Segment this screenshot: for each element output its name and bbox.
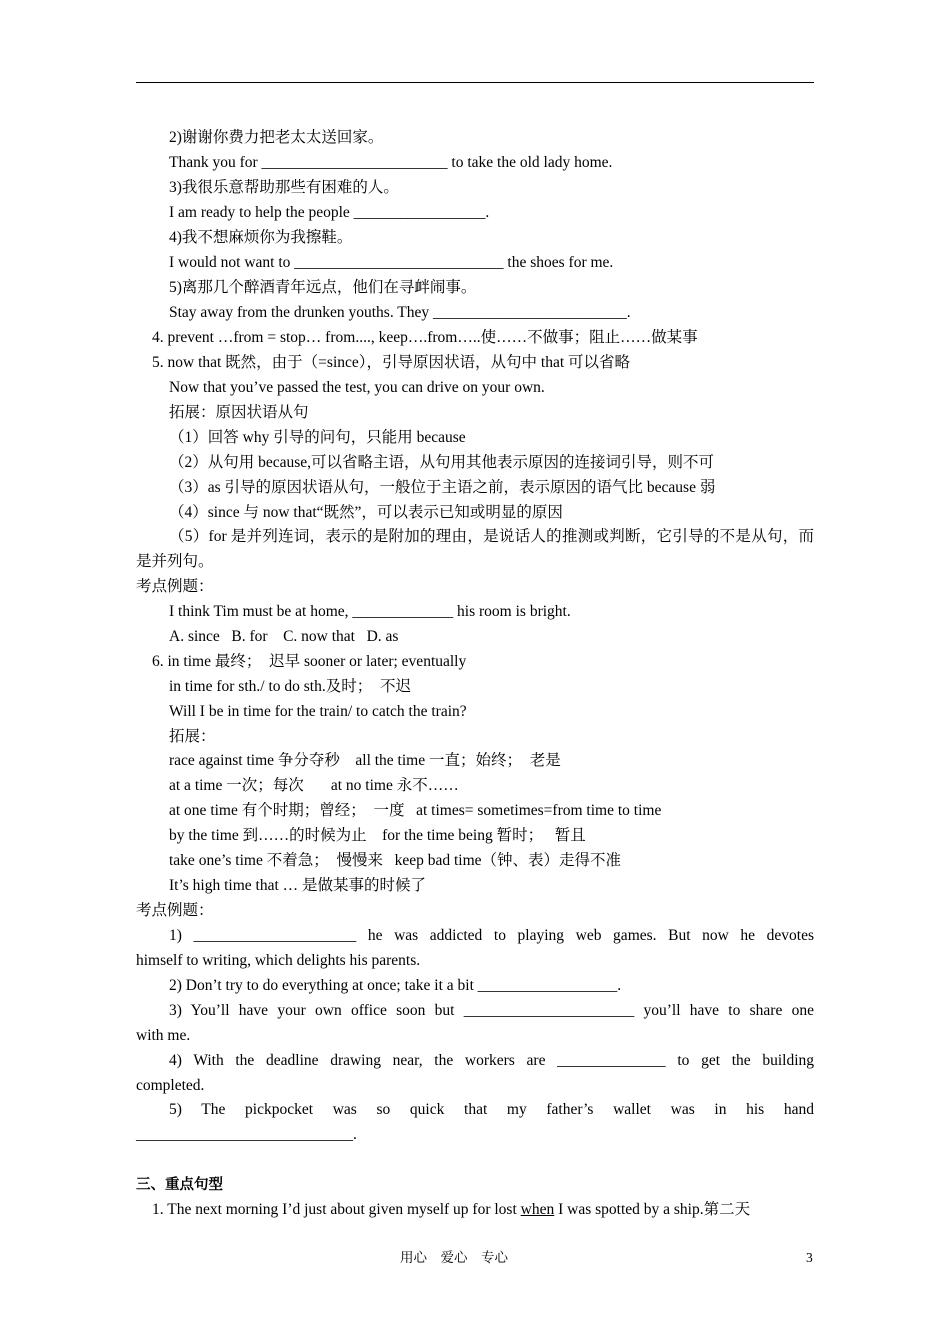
- text-line: I am ready to help the people _________________.: [169, 204, 490, 221]
- text-line: Stay away from the drunken youths. They _________________________.: [169, 304, 631, 321]
- list-item: 6. in time 最终； 迟早 sooner or later; eventually: [152, 653, 467, 670]
- text-line: 4) With the deadline drawing near, the workers are ______________ to get the building: [169, 1052, 814, 1069]
- text-line: 5)离那几个醉酒青年远点，他们在寻衅闹事。: [169, 279, 477, 296]
- text-line: himself to writing, which delights his parents.: [136, 952, 421, 969]
- answer-options: A. since B. for C. now that D. as: [169, 628, 399, 645]
- text-line: ____________________________.: [136, 1126, 357, 1143]
- text-line: at a time 一次；每次 at no time 永不……: [169, 777, 459, 794]
- exercise-heading: 考点例题：: [136, 578, 214, 595]
- text-line: with me.: [136, 1027, 191, 1044]
- text-line: take one’s time 不着急； 慢慢来 keep bad time（钟、表）走得不准: [169, 852, 622, 869]
- footer-text: 用心 爱心 专心: [400, 1250, 508, 1265]
- text-line: completed.: [136, 1077, 205, 1094]
- exercise-heading: 考点例题：: [136, 902, 214, 919]
- list-item: [152, 1200, 814, 1220]
- text-line: I would not want to ___________________________ the shoes for me.: [169, 254, 614, 271]
- text-line: 3)我很乐意帮助那些有困难的人。: [169, 179, 399, 196]
- text-line: 3) You’ll have your own office soon but ______________________ you’ll have to share one: [169, 1002, 814, 1019]
- page-number: 3: [806, 1250, 813, 1265]
- text-line: Will I be in time for the train/ to catch the train?: [169, 703, 467, 720]
- text-line: 2) Don’t try to do everything at once; take it a bit __________________.: [169, 977, 622, 994]
- text-line: （4）since 与 now that“既然”，可以表示已知或明显的原因: [169, 504, 563, 521]
- text-line: It’s high time that … 是做某事的时候了: [169, 877, 427, 894]
- sentence-text: 1. The next morning I’d just about given myself up for lost: [152, 1201, 521, 1218]
- text-line: 是并列句。: [136, 553, 214, 570]
- text-line: race against time 争分夺秒 all the time 一直；始终； 老是: [169, 752, 561, 769]
- text-line: （2）从句用 because,可以省略主语，从句用其他表示原因的连接词引导，则不可: [169, 454, 715, 471]
- section-title: 三、重点句型: [136, 1177, 223, 1193]
- text-line: I think Tim must be at home, _____________ his room is bright.: [169, 603, 571, 620]
- underlined-word: when: [520, 1201, 555, 1218]
- text-line: 1) _____________________ he was addicted to playing web games. But now he devotes: [169, 927, 814, 944]
- text-line: by the time 到……的时候为止 for the time being 暂时； 暂且: [169, 827, 586, 844]
- text-line: 5) The pickpocket was so quick that my father’s wallet was in his hand: [169, 1101, 814, 1118]
- list-item: 5. now that 既然，由于（=since），引导原因状语，从句中 that 可以省略: [152, 354, 631, 371]
- text-line: 拓展：原因状语从句: [169, 404, 309, 421]
- text-line: Thank you for ________________________ to take the old lady home.: [169, 154, 613, 171]
- text-line: （5）for 是并列连词，表示的是附加的理由，是说话人的推测或判断，它引导的不是从句，而: [169, 528, 814, 545]
- text-line: （1）回答 why 引导的问句，只能用 because: [169, 429, 466, 446]
- text-line: at one time 有个时期；曾经； 一度 at times= sometimes=from time to time: [169, 802, 662, 819]
- list-item: 4. prevent …from = stop… from...., keep….from…..使……不做事；阻止……做某事: [152, 329, 698, 346]
- text-line: Now that you’ve passed the test, you can drive on your own.: [169, 379, 545, 396]
- text-line: 4)我不想麻烦你为我擦鞋。: [169, 229, 353, 246]
- header-rule: [136, 82, 814, 83]
- text-line: （3）as 引导的原因状语从句，一般位于主语之前，表示原因的语气比 because 弱: [169, 479, 716, 496]
- text-line: 拓展：: [169, 728, 216, 745]
- text-line: 2)谢谢你费力把老太太送回家。: [169, 129, 384, 146]
- sentence-text: I was spotted by a ship.第二天: [554, 1201, 751, 1218]
- text-line: in time for sth./ to do sth.及时； 不迟: [169, 678, 411, 695]
